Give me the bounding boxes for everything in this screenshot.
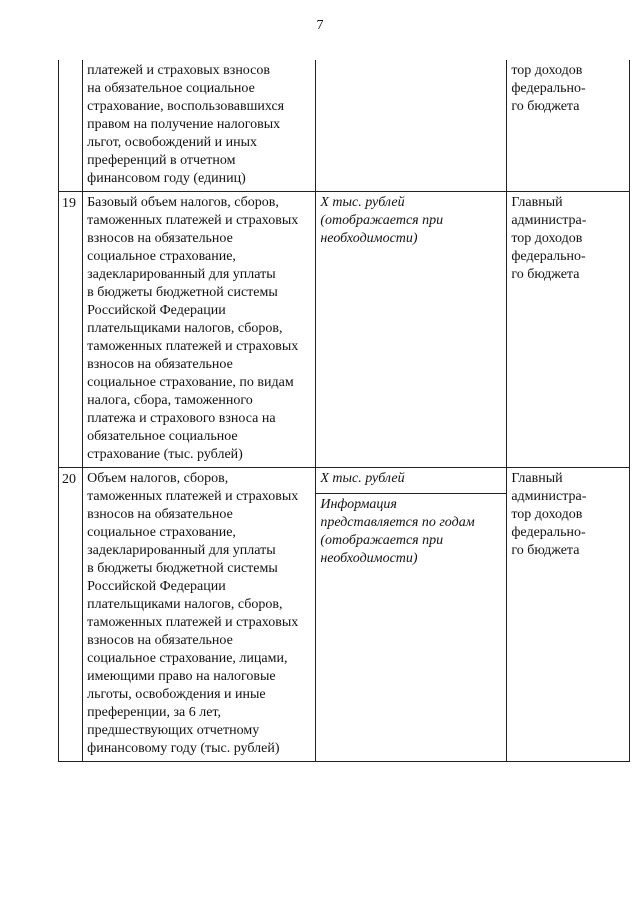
- table-row: [59, 468, 630, 762]
- indicator-value-note: Информация представляется по годам (отображается при необходимости): [320, 497, 475, 566]
- row-number: 20: [62, 472, 76, 487]
- indicator-name: платежей и страховых взносов на обязательное социальное страхование, воспользовавшихся правом на получение налоговых льгот, освобождений и иных преференций в отчетном финансовом году (единиц): [87, 63, 285, 186]
- indicator-value-cell: [316, 60, 507, 192]
- indicator-value-cell: [316, 192, 507, 468]
- responsible-body: Главный администра- тор доходов федерально- го бюджета: [511, 195, 587, 282]
- table-row: [59, 192, 630, 468]
- responsible-body: тор доходов федерально- го бюджета: [511, 63, 586, 114]
- responsible-cell: [507, 468, 630, 762]
- indicator-value: X тыс. рублей (отображается при необходимости): [320, 195, 444, 246]
- responsible-body: Главный администра- тор доходов федерально- го бюджета: [511, 471, 587, 558]
- page-number: 7: [316, 18, 324, 33]
- indicator-value-unit: X тыс. рублей: [316, 468, 506, 494]
- indicator-name: Объем налогов, сборов, таможенных платежей и страховых взносов на обязательное социальное страхование, задекларированный для уплаты в бюджеты бюджетной системы Российской Федерации плательщиками налогов, сборов, таможенных платежей и страховых взносов на обязательное социальное страхование, лицами, имеющими право на налоговые льготы, освобождения и иные преференции, за 6 лет, предшествующих отчетному финансовому году (тыс. рублей): [87, 471, 299, 756]
- row-number-cell: [59, 60, 83, 192]
- row-number: 19: [62, 196, 76, 211]
- row-number-cell: [59, 468, 83, 762]
- indicator-name-cell: [83, 60, 316, 192]
- indicator-value: [316, 60, 506, 65]
- responsible-cell: [507, 60, 630, 192]
- row-number-cell: [59, 192, 83, 468]
- indicator-name-cell: [83, 192, 316, 468]
- indicator-name: Базовый объем налогов, сборов, таможенных платежей и страховых взносов на обязательное социальное страхование, задекларированный для уплаты в бюджеты бюджетной системы Российской Федерации плательщиками налогов, сборов, таможенных платежей и страховых взносов на обязательное социальное страхование, по видам налога, сбора, таможенного платежа и страхового взноса на обязательное социальное страхование (тыс. рублей): [87, 195, 299, 462]
- responsible-cell: [507, 192, 630, 468]
- table-row: [59, 60, 630, 192]
- indicator-name-cell: [83, 468, 316, 762]
- indicator-table: [58, 60, 630, 762]
- row-number: [59, 60, 82, 63]
- indicator-value-cell: [316, 468, 507, 762]
